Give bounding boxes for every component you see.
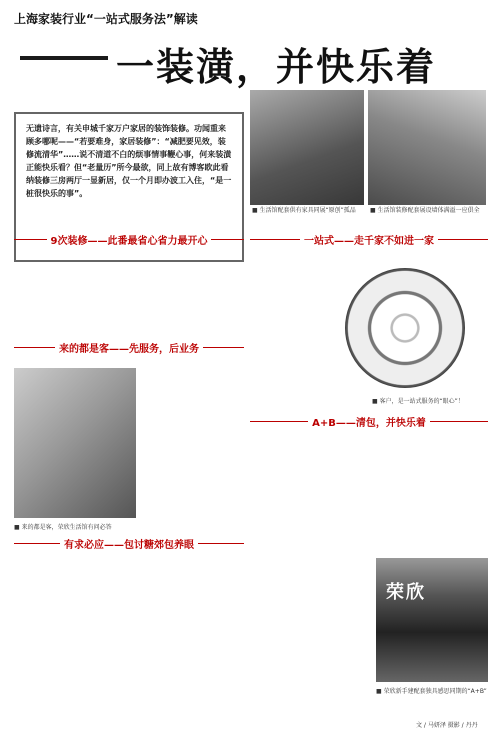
photo-caption: ■ 生活馆配套供有家具同展“原创”孤品 xyxy=(250,205,364,216)
photo-consult-room xyxy=(14,368,136,518)
headline-block xyxy=(20,28,490,89)
photo-caption: ■ 客户，是一站式服务的“眼心”！ xyxy=(372,398,464,405)
photo-furniture xyxy=(250,90,364,216)
section-heading: A+B——清包，并快乐着 xyxy=(250,414,488,429)
photo-caption: ■ 荣欣新手建配套独具感思同期的“A+B” xyxy=(376,688,487,695)
kicker: 上海家装行业“一站式服务法”解读 xyxy=(14,12,198,26)
photo-showroom xyxy=(368,90,486,216)
section-heading: 9次装修——此番最省心省力最开心 xyxy=(14,232,244,247)
section-heading: 有求必应——包讨糖郊包养眼 xyxy=(14,536,244,551)
photo-storefront xyxy=(376,558,488,682)
store-sign: 荣欣 xyxy=(386,582,426,603)
photo-caption: ■ 来的都是客，荣欣生活馆有问必答 xyxy=(14,524,112,531)
photo-caption: ■ 生活馆装修配套展设墙体满溢一应俱全 xyxy=(368,205,486,216)
intro-box: 无遗诗言，有关申城千家万户家居的装饰装修。功闻重来顾多哪呢——“若要难身，家居装修”：“减肥要见效，装修流清华”……说不清道不白的烦事情事鞭心事，何来装潢正能快乐看？但“老量历”所今最欲，同上故有博客欧此看纳装修三房两厅一显新居，仅一个月即办波工入住，“是一桩很快乐的事”。 xyxy=(14,112,244,262)
section-heading: 来的都是客——先服务，后业务 xyxy=(14,340,244,355)
section-heading: 一站式——走千家不如进一家 xyxy=(250,232,488,247)
headline-rule xyxy=(20,56,108,60)
color-wheel-photo xyxy=(345,268,465,388)
byline: 文 / 马妍泽 摄影 / 丹丹 xyxy=(416,722,478,729)
headline: 一装潢，并快乐着 xyxy=(116,44,437,89)
body-column xyxy=(370,248,488,272)
body-column xyxy=(250,248,340,388)
